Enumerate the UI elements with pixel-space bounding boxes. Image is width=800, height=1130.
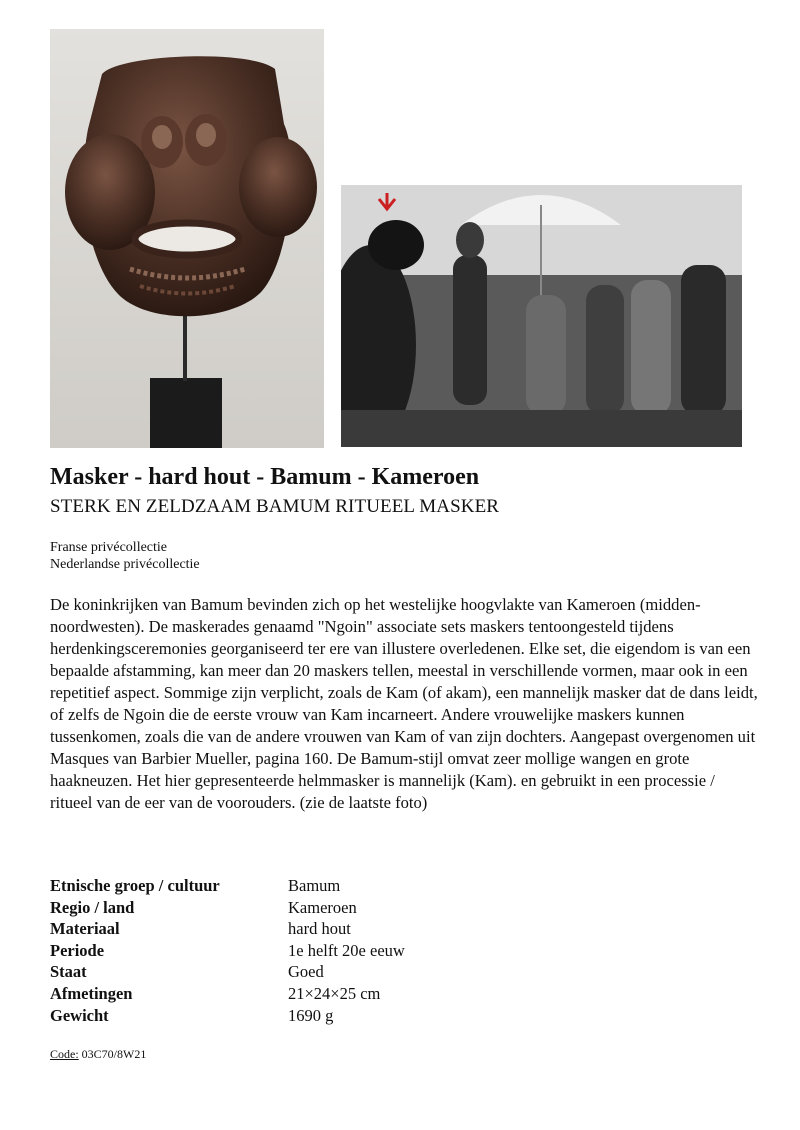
spec-row [50,898,405,920]
spec-row [50,919,405,941]
spec-label: Periode [50,940,105,960]
spec-row [50,876,405,898]
spec-value: Kameroen [288,897,357,917]
spec-value: Goed [288,962,324,982]
page-title: Masker - hard hout - Bamum - Kameroen [50,464,480,490]
spec-label: Gewicht [50,1005,109,1025]
spec-row [50,1006,405,1028]
spec-value: 1e helft 20e eeuw [288,940,405,960]
spec-label: Materiaal [50,919,120,939]
spec-value: 1690 g [288,1005,334,1025]
page-subtitle: STERK EN ZELDZAAM BAMUM RITUEEL MASKER [50,496,500,517]
spec-value: hard hout [288,919,351,939]
provenance-line: Nederlandse privécollectie [50,557,200,572]
code-value: 03C70/8W21 [81,1047,147,1061]
spec-label: Staat [50,962,87,982]
spec-label: Afmetingen [50,983,133,1003]
ceremony-photo [341,185,742,447]
spec-label: Etnische groep / cultuur [50,876,220,895]
description-paragraph: De koninkrijken van Bamum bevinden zich op het westelijke hoogvlakte van Kameroen (midden-noordwesten). De maskerades genaamd "Ngoin" associate sets maskers tentoongesteld tijdens herdenkingsceremonies georganiseerd ter ere van illustere overledenen. Elke set, die eigendom is van een bepaalde afstamming, kan meer dan 20 maskers tellen, meestal in verschillende vormen, maar ook in een repetitief aspect. Sommige zijn verplicht, zoals de Kam (of akam), een mannelijk masker dat de dans leidt, of zelfs de Ngoin die de eerste vrouw van Kam incarneert. Andere vrouwelijke maskers kunnen tussenkomen, zoals die van de andere vrouwen van Kam of van zijn dochters. Aangepast overgenomen uit Masques van Barbier Mueller, pagina 160. De Bamum-stijl omvat zeer mollige wangen en grote haakneuzen. Het hier gepresenteerde helmmasker is mannelijk (Kam). en gebruikt in een processie / ritueel van de eer van de voorouders. (zie de laatste foto) [50,595,758,812]
mask-photo [50,29,324,448]
spec-label: Regio / land [50,897,135,917]
spec-row [50,962,405,984]
product-code [50,1047,146,1062]
specs-table [50,876,405,1027]
provenance-line: Franse privécollectie [50,540,168,555]
spec-value: 21×24×25 cm [288,983,381,1003]
spec-row [50,984,405,1006]
code-label: Code: [50,1047,79,1061]
spec-value: Bamum [288,876,341,895]
spec-row [50,941,405,963]
